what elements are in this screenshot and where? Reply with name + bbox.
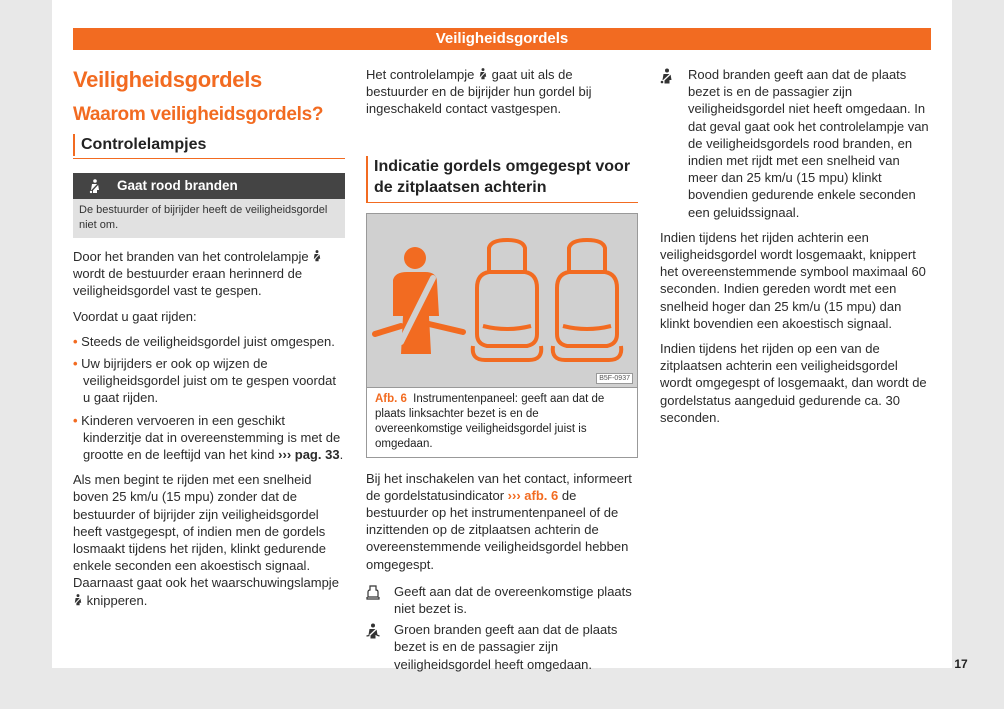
figure-code: B5F-0937 [596,373,633,384]
instrument-panel-illustration [367,214,637,388]
list-item: • Kinderen vervoeren in een geschikt kinderzitje dat in overeenstemming is met de grootte en de leeftijd van het kind ››› pag. 33. [73,412,344,463]
seatbelt-icon [73,594,83,606]
list-item [366,583,638,617]
column-3 [660,66,932,434]
page-header: Veiligheidsgordels [73,28,931,50]
text: gaat uit als de bestuurder en de bijrijder hun gordel bij ingeschakeld contact vastgespen. [366,67,592,117]
text: Kinderen vervoeren in een geschikt kinderzitje dat in overeenstemming is met de grootte en de leeftijd van het kind [81,412,341,463]
occupied-belted-seat-icon [375,247,463,354]
page-number: 17 [954,657,968,671]
seatbelt-icon [312,250,322,262]
unbelted-passenger-icon [660,66,688,221]
paragraph [366,470,638,573]
empty-seat-icon [473,240,542,360]
section-heading-indicatie: Indicatie gordels omgegespt voor de zitplaatsen achterin [366,156,638,203]
figure-reference-link[interactable]: ››› afb. 6 [507,487,559,503]
list-item [660,66,932,221]
text: Uw bijrijders er ook op wijzen de veiligheidsgordel juist om te gespen voordat u gaat rijden. [81,356,336,406]
warning-header [73,173,345,199]
text: Het controlelampje [366,67,475,82]
text: Als men begint te rijden met een snelheid boven 25 km/u (15 mpu) zonder dat de bestuurder of bijrijder zijn veiligheidsgordel heeft vastgegespt, of indien men de gordels losmaakt tijdens het rijden, klinkt gedurende enkele seconden een akoestisch signaal. Daarnaast gaat ook het waarschuwingslampje [73,472,339,591]
text: Door het branden van het controlelampje [73,249,309,264]
bullet-dot: • [73,412,82,428]
paragraph: Indien tijdens het rijden achterin een veiligheidsgordel wordt losgemaakt, knippert het overeenstemmende symbool maximaal 60 seconden. Indien gereden wordt met een snelheid hoger dan 25 km/u (15 mpu) dan klinkt bovendien een akoestisch signaal. [660,229,926,331]
section-heading-controlelampjes [73,134,345,159]
paragraph: Indien tijdens het rijden op een van de zitplaatsen achterin een veiligheidsgordel wordt omgegespt of losgemaakt, dan wordt de gordelstatus aangeduid gedurende ca. 30 seconden. [660,341,927,425]
text: knipperen. [86,592,148,608]
list-item [366,621,638,673]
figure-6 [366,213,638,458]
paragraph [73,471,345,609]
seatbelt-icon [478,68,488,80]
seat-status-graphic [367,214,637,388]
text: Rood branden geeft aan dat de plaats bezet is en de passagier zijn veiligheidsgordel niet heeft omgedaan. In dat geval gaat ook het controlelampje van de veiligheidsgordels rood branden, en indien met rijdt met een snelheid van meer dan 25 km/u (15 mpu) klinkt bovendien gedurende enkele seconden een geluidssignaal. [688,67,929,220]
empty-seat-outline-icon [366,583,394,617]
warning-header-label: Gaat rood branden [117,178,238,194]
text: Steeds de veiligheidsgordel juist omgespen. [81,333,335,349]
text: Bij het inschakelen van het contact, informeert de gordelstatusindicator [366,470,632,503]
paragraph: Voordat u gaat rijden: [73,308,197,324]
figure-label: Afb. 6 [375,392,407,405]
page-title: Veiligheidsgordels [73,67,262,92]
text: wordt de bestuurder eraan herinnerd de veiligheidsgordel vast te gespen. [73,266,303,299]
empty-seat-icon [553,240,622,360]
text: de bestuurder op het instrumentenpaneel of de inzittenden op de zitplaatsen achterin de overeenstemmende veiligheidsgordel hebben omgegespt. [366,487,629,572]
bullet-dot: • [73,356,82,372]
belted-passenger-icon [366,621,394,673]
paragraph [73,248,345,300]
list-item [73,333,345,350]
column-1 [73,66,345,617]
bullet-dot: • [73,333,82,349]
caption-text: Instrumentenpaneel: geeft aan dat de plaats linksachter bezet is en de overeenkomstige veiligheidsgordel juist is omgedaan. [375,392,605,450]
column-2 [366,66,638,677]
figure-caption [367,388,637,457]
text: Groen branden geeft aan dat de plaats bezet is en de passagier zijn veiligheidsgordel heeft omgedaan. [394,622,618,672]
list-item [73,355,345,407]
paragraph [366,66,638,118]
subtitle: Waarom veiligheidsgordels? [73,104,324,125]
warning-body: De bestuurder of bijrijder heeft de veiligheidsgordel niet om. [73,199,345,238]
text: Geeft aan dat de overeenkomstige plaats niet bezet is. [394,583,632,617]
seatbelt-warning-icon [73,179,117,194]
section-title: Controlelampjes [73,134,345,156]
page-reference-link[interactable]: ››› pag. 33 [278,447,340,463]
